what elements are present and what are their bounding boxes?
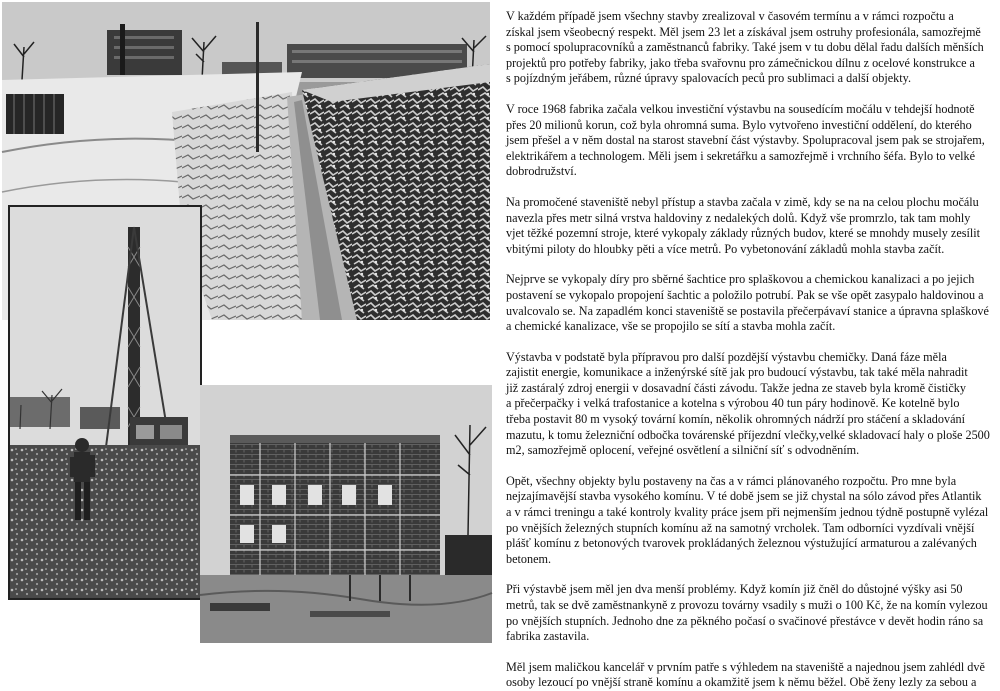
text-line: m2, samozřejmě oplocení, veřejné osvětlení a silniční síť s odvodněním.	[506, 443, 860, 458]
text-line: třeba postavit 80 m vysoký tovární komín, několik ohromných nádrží pro stáčení a skladování	[506, 412, 965, 427]
article-paragraph	[506, 350, 996, 459]
text-line: metrů, tak se dvě zaměstnankyně z provozu továrny vsadily s muži o 100 Kč, že na komín vylezou	[506, 598, 988, 612]
text-line: betonem.	[506, 551, 552, 566]
article-paragraph	[506, 102, 996, 180]
article-paragraph	[506, 660, 996, 691]
text-line: Měl jsem maličkou kancelář v prvním patře s výhledem na staveniště a najednou jsem zahlédl dvě	[506, 659, 985, 674]
text-line: postavení se vykopalo propojení šachtic a položilo potrubí. Pak se vše opět zasypalo haldovinou a	[506, 287, 984, 302]
building-frame-photo	[200, 385, 492, 643]
article-text	[506, 9, 996, 690]
text-line: osoby lezoucí po vnější straně komínu a okamžitě jsem k němu běžel. Obě ženy lezly za sebou a	[506, 675, 977, 690]
text-line: fabrika zastavila.	[506, 629, 590, 644]
text-line: projektů pro potřeby fabriky, jako třeba svařovnu pro zámečnickou dílnu z ocelové konstrukce a	[506, 55, 975, 70]
text-line: přes 20 milionů korun, což byla ohromná suma. Bylo vytvořeno investiční oddělení, do kterého	[506, 117, 972, 132]
text-line: Na promočené staveniště nebyl přístup a stavba začala v zimě, kdy se na na celou plochu močálu	[506, 194, 979, 209]
article-paragraph	[506, 272, 996, 334]
article-paragraph	[506, 474, 996, 568]
text-line: a v rámci treningu a také kontroly kvality práce jsem při nejmenším jednou týdně postupně vylézal	[506, 505, 989, 520]
article-paragraph	[506, 9, 996, 87]
text-line: a chemické kanalizace, vše se propojilo se sítí a stavba mohla začít.	[506, 319, 836, 334]
text-line: Při výstavbě jsem měl jen dva menší problémy. Když komín již čněl do důstojné výšky asi 50	[506, 582, 963, 597]
text-line: již zastáralý zdroj energii v dosavadní části závodu. Takže jedna ze staveb byla kromě čističky	[506, 380, 966, 395]
text-line: mazutu, k tomu železniční odbočka továrenské příjezdní vlečky,velké skladovací haly o ploše 2500	[506, 427, 990, 442]
text-line: s pomocí spolupracovníků a zaměstnanců fabriky. Také jsem v tu dobu dělal řadu dalších měnších	[506, 40, 984, 55]
text-line: uvalcovalo se. Na zapadlém konci staveniště se postavila přečerpávaví stanice a úpravna splaškové	[506, 303, 989, 318]
text-line: a přečerpačky i velká trafostanice a kotelna s výrobou 40 tun páry hodinově. Ke kotelně bylo	[506, 396, 960, 411]
text-line: Nejprve se vykopaly díry pro sběrné šachtice pro splaškovou a chemickou kanalizaci a po jejich	[506, 272, 975, 287]
text-line: vjet těžké pozemní stroje, které vykopaly základy různých budov, které se mnohdy musely zesílit	[506, 226, 981, 241]
text-line: plášť komínu z betonových tvarovek prokládaných železnou výstužující armaturou a zalévaných	[506, 536, 977, 551]
photo-collage	[0, 0, 492, 667]
text-line: V roce 1968 fabrika začala velkou investiční výstavbu na sousedícím močálu v tehdejší hodnotě	[506, 101, 975, 116]
text-line: Opět, všechny objekty bylu postaveny na čas a v rámci plánovaného rozpočtu. Pro mne byla	[506, 473, 957, 488]
text-line: V každém případě jsem všechny stavby zrealizoval v časovém termínu a v rámci rozpočtu a	[506, 9, 954, 23]
text-line: elektrikářem a technologem. Měli jsem i sekretářku a samozřejmě i vrchního šéfa. Bylo to velké	[506, 148, 976, 163]
text-line: jsem přešel a v něm dostal na starost stavební část výstavby. Spolupracoval jsem pak se strojařem,	[506, 133, 985, 148]
text-line: dobrodružství.	[506, 164, 577, 179]
text-line: s pojízdným jeřábem, různé úpravy spalovacích peců pro sublimaci a další objekty.	[506, 71, 911, 86]
collage-border	[0, 320, 8, 667]
text-line: po vnějších železných stupních komínu až na samotný vrcholek. Tam odborníci vyzdívali vnější	[506, 520, 975, 535]
collage-border	[202, 320, 492, 385]
text-line: získal jsem všeobecný respekt. Měl jsem 23 let a získával jsem ostruhy profesionála, samozřejmě	[506, 24, 981, 39]
pile-driver-worker-photo	[8, 205, 202, 600]
text-line: nejzajímavější stavba vysokého komínu. V té době jsem se již chystal na sólo závod přes Atlantik	[506, 489, 982, 504]
text-line: po vnějších stupních. Jednoho dne za pěkného počasí o svačinové přestávce v devět hodin ráno sa	[506, 613, 984, 628]
text-line: navezla přes metr silná vrstva haldoviny z nedalekých dolů. Když vše promrzlo, tak tam mohly	[506, 210, 971, 225]
article-paragraph	[506, 195, 996, 257]
text-line: zajistit energie, komunikace a inženýrské sítě jak pro budoucí výstavbu, tak také měla nahradit	[506, 365, 968, 380]
text-line: vbitými piloty do hloubky pěti a více metrů. Po vybetonování základů mohla stavba začít.	[506, 241, 945, 256]
collage-border	[0, 643, 492, 667]
text-line: Výstavba v podstatě byla přípravou pro další pozdější výstavbu chemičky. Daná fáze měla	[506, 349, 947, 364]
article-paragraph	[506, 582, 996, 644]
